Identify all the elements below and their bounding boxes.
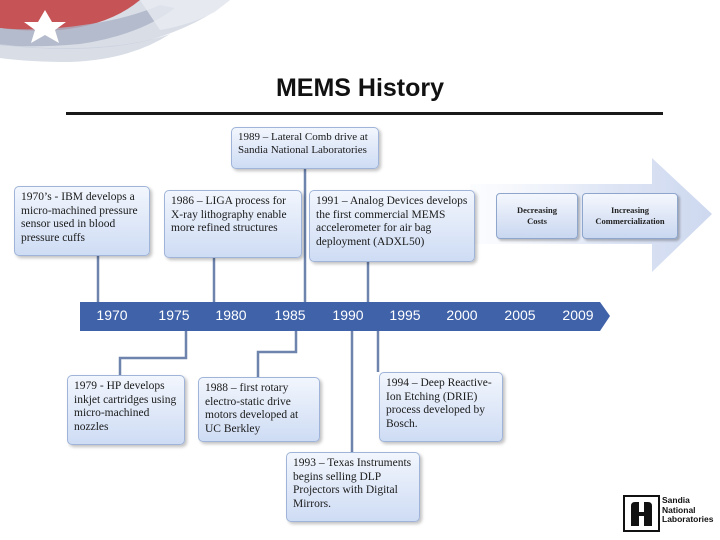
event-liga-1986: 1986 – LIGA process for X-ray lithography enable more refined structures — [164, 190, 302, 258]
flag-decoration-icon — [0, 0, 230, 62]
year-1990: 1990 — [332, 307, 364, 323]
sandia-logo-icon — [624, 496, 659, 531]
logo-line-2: National — [662, 504, 696, 515]
year-1975: 1975 — [158, 307, 190, 323]
year-1985: 1985 — [274, 307, 306, 323]
year-1995: 1995 — [389, 307, 421, 323]
logo-line-3: Laboratories — [662, 514, 714, 524]
year-2000: 2000 — [446, 307, 478, 323]
event-ti-1993: 1993 – Texas Instruments begins selling DLP Projectors with Digital Mirrors. — [286, 452, 420, 522]
year-2009: 2009 — [562, 307, 594, 323]
logo-line-1: Sandia — [662, 495, 690, 505]
increasing-commercialization-box: Increasing Commercialization — [582, 193, 678, 239]
year-1970: 1970 — [96, 307, 128, 323]
year-2005: 2005 — [504, 307, 536, 323]
decreasing-costs-box: Decreasing Costs — [496, 193, 578, 239]
event-ibm-1970s: 1970’s - IBM develops a micro-machined pressure sensor used in blood pressure cuffs — [14, 186, 150, 256]
sandia-logo-text — [662, 496, 714, 525]
page-title: MEMS History — [275, 74, 445, 102]
timeline-years — [80, 301, 610, 331]
event-drie-1994: 1994 – Deep Reactive-Ion Etching (DRIE) process developed by Bosch. — [379, 372, 503, 442]
year-1980: 1980 — [215, 307, 247, 323]
event-adxl-1991: 1991 – Analog Devices develops the first commercial MEMS accelerometer for air bag deployment (ADXL50) — [309, 190, 475, 262]
event-comb-drive-1989: 1989 – Lateral Comb drive at Sandia National Laboratories — [231, 127, 379, 169]
title-divider — [66, 112, 663, 115]
event-berkley-1988: 1988 – first rotary electro-static drive motors developed at UC Berkley — [198, 377, 320, 442]
event-hp-1979: 1979 - HP develops inkjet cartridges using micro-machined nozzles — [67, 375, 185, 445]
